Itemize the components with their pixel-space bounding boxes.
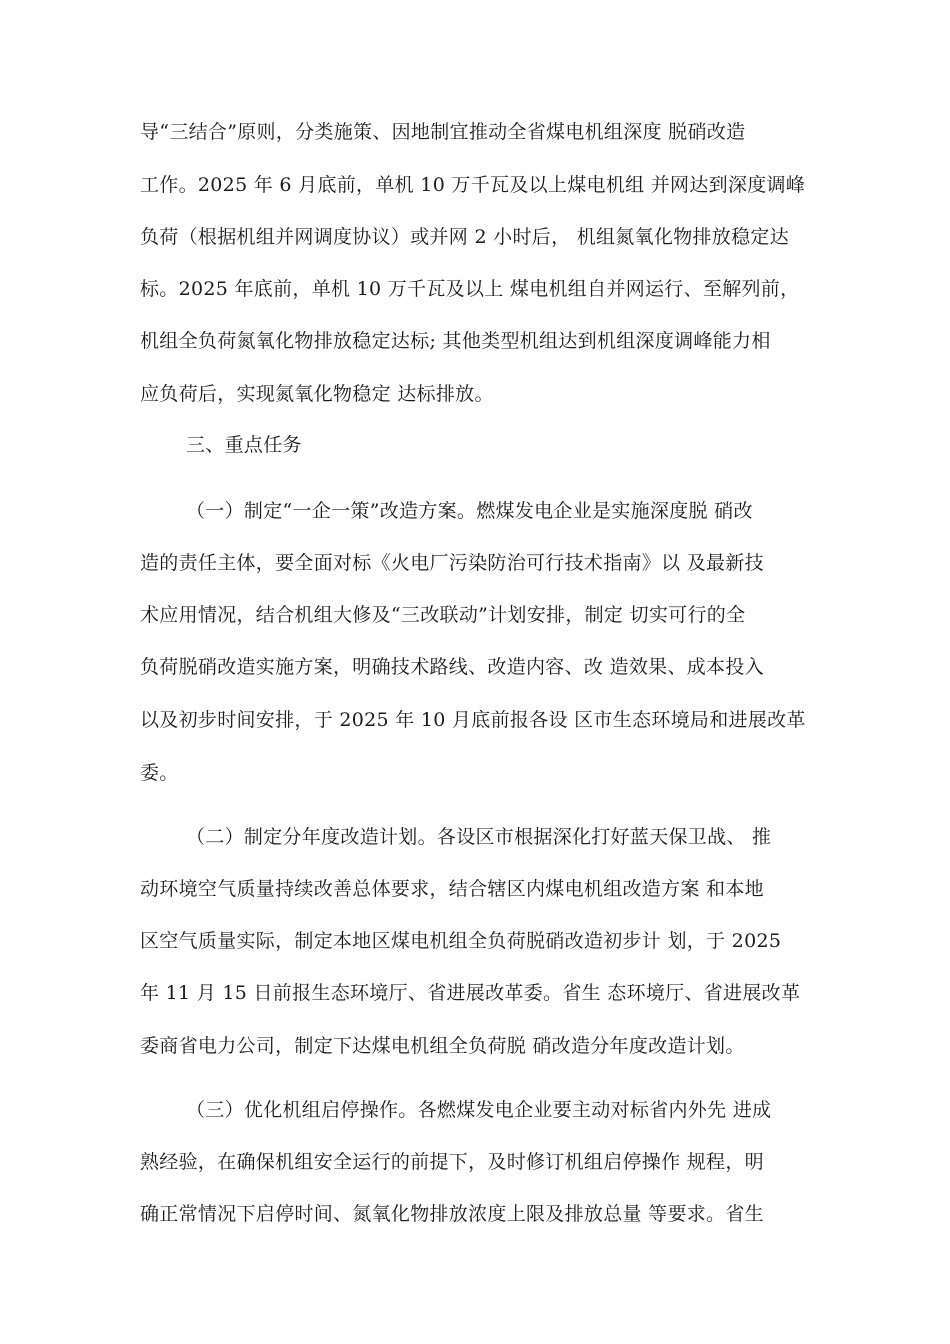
- paragraph-line: （二）制定分年度改造计划。各设区市根据深化打好蓝天保卫战、 推: [186, 826, 772, 848]
- paragraph-line: （一）制定“一企一策”改造方案。燃煤发电企业是实施深度脱 硝改: [186, 500, 753, 522]
- paragraph-line: 确正常情况下启停时间、氮氧化物排放浓度上限及排放总量 等要求。省生: [140, 1203, 764, 1225]
- section-heading: 三、重点任务: [186, 434, 302, 456]
- paragraph-line: 造的责任主体，要全面对标《火电厂污染防治可行技术指南》以 及最新技: [140, 552, 764, 574]
- paragraph-line: 委。: [140, 762, 179, 784]
- paragraph-line: 机组全负荷氮氧化物排放稳定达标; 其他类型机组达到机组深度调峰能力相: [140, 330, 771, 352]
- paragraph-line: 委商省电力公司，制定下达煤电机组全负荷脱 硝改造分年度改造计划。: [140, 1035, 745, 1057]
- paragraph-line: 以及初步时间安排，于 2025 年 10 月底前报各设 区市生态环境局和进展改革: [140, 709, 806, 731]
- paragraph-line: （三）优化机组启停操作。各燃煤发电企业要主动对标省内外先 进成: [186, 1099, 772, 1121]
- paragraph-line: 工作。2025 年 6 月底前，单机 10 万千瓦及以上煤电机组 并网达到深度调峰: [140, 174, 806, 196]
- paragraph-line: 负荷脱硝改造实施方案，明确技术路线、改造内容、改 造效果、成本投入: [140, 656, 764, 678]
- paragraph-line: 熟经验，在确保机组安全运行的前提下，及时修订机组启停操作 规程，明: [140, 1151, 764, 1173]
- paragraph-line: 标。2025 年底前，单机 10 万千瓦及以上 煤电机组自并网运行、至解列前，: [140, 278, 800, 300]
- paragraph-line: 负荷（根据机组并网调度协议）或并网 2 小时后， 机组氮氧化物排放稳定达: [140, 226, 790, 248]
- paragraph-line: 动环境空气质量持续改善总体要求，结合辖区内煤电机组改造方案 和本地: [140, 878, 764, 900]
- paragraph-line: 区空气质量实际，制定本地区煤电机组全负荷脱硝改造初步计 划，于 2025: [140, 930, 782, 952]
- paragraph-line: 年 11 月 15 日前报生态环境厅、省进展改革委。省生 态环境厅、省进展改革: [140, 982, 801, 1004]
- paragraph-line: 应负荷后，实现氮氧化物稳定 达标排放。: [140, 383, 494, 405]
- paragraph-line: 导“三结合”原则，分类施策、因地制宜推动全省煤电机组深度 脱硝改造: [140, 121, 746, 143]
- paragraph-line: 术应用情况，结合机组大修及“三改联动”计划安排，制定 切实可行的全: [140, 604, 746, 626]
